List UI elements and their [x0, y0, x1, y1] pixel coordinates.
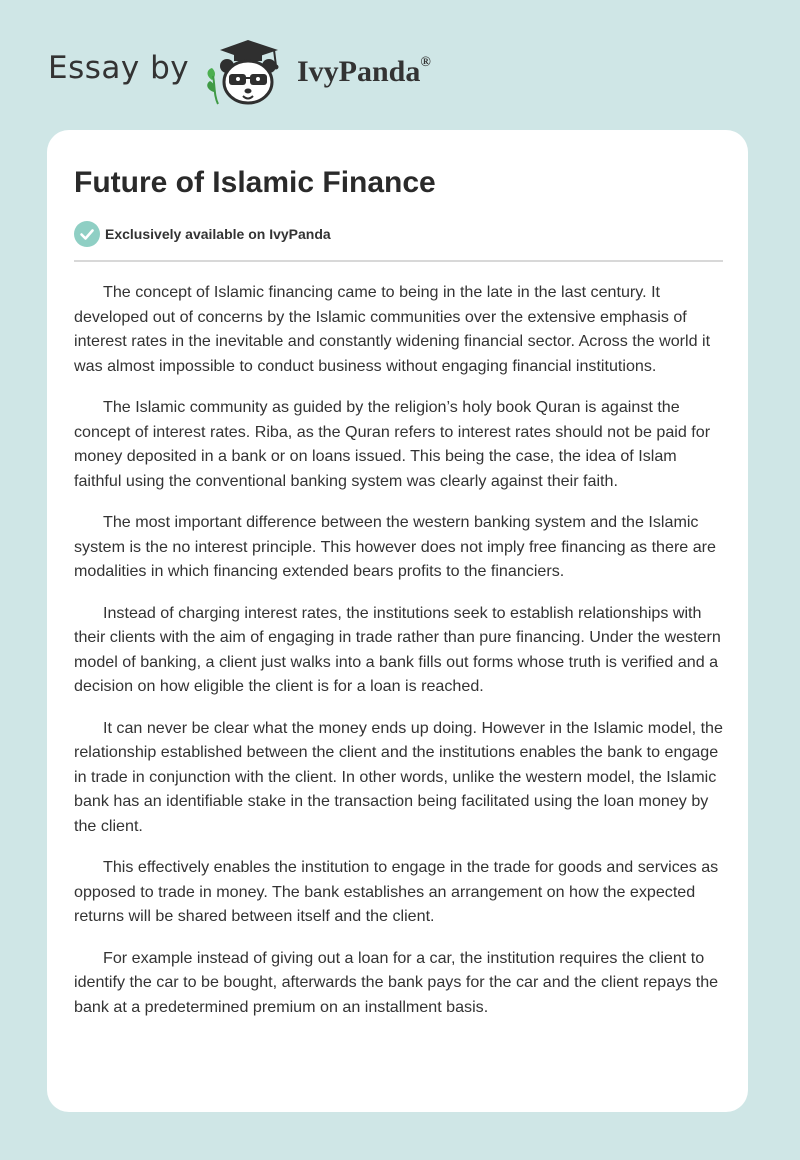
check-circle-icon	[74, 221, 100, 247]
paragraph: The Islamic community as guided by the religion’s holy book Quran is against the concept of interest rates. Riba, as the Quran refers to interest rates should not be paid for money deposited in a bank or on loans issued. This being the case, the idea of Islam faithful using the conventional banking system was clearly against their faith.	[74, 398, 711, 490]
paragraph: For example instead of giving out a loan for a car, the institution requires the client to identify the car to be bought, afterwards the bank pays for the car and the client repays the bank at a predetermined premium on an installment basis.	[74, 948, 719, 1016]
brand-text: IvyPanda	[297, 55, 421, 88]
paragraph: The concept of Islamic financing came to being in the late in the last century. It developed out of concerns by the Islamic communities over the extensive emphasis of interest rates in the inevitable and constantly widening financial sector. Across the world it was almost impossible to conduct business without engaging financial institutions.	[74, 283, 711, 375]
divider	[74, 260, 723, 262]
paragraph: This effectively enables the institution to engage in the trade for goods and services as opposed to trade in money. The bank establishes an arrangement on how the expected returns will be shared between itself and the client.	[74, 858, 719, 925]
essay-body	[74, 280, 726, 1036]
essay-card	[47, 130, 748, 1112]
page-title: Future of Islamic Finance	[74, 166, 436, 199]
ivypanda-logo[interactable]	[200, 36, 296, 108]
badge-label: Exclusively available on IvyPanda	[105, 226, 331, 242]
brand-name[interactable]	[297, 55, 431, 89]
site-header	[0, 0, 800, 130]
ivy-leaf-icon	[207, 68, 218, 104]
paragraph: It can never be clear what the money ends up doing. However in the Islamic model, the relationship established between the client and the institutions enables the bank to engage in trade in conjunction with the client. In other words, unlike the western model, the Islamic bank has an identifiable stake in the transaction being facilitated using the loan money by the client.	[74, 718, 723, 835]
essay-by-label: Essay by	[48, 50, 190, 86]
availability-badge	[74, 221, 331, 247]
paragraph: The most important difference between the western banking system and the Islamic system is the no interest principle. This however does not imply free financing as there are modalities in which financing extended bears profits to the financiers.	[74, 513, 716, 580]
panda-logo-icon	[200, 36, 296, 108]
registered-mark: ®	[420, 55, 431, 70]
paragraph: Instead of charging interest rates, the institutions seek to establish relationships with their clients with the aim of engaging in trade rather than pure financing. Under the western model of banking, a client just walks into a bank fills out forms whose truth is verified and a decision on how eligible the client is for a loan is reached.	[74, 603, 721, 695]
